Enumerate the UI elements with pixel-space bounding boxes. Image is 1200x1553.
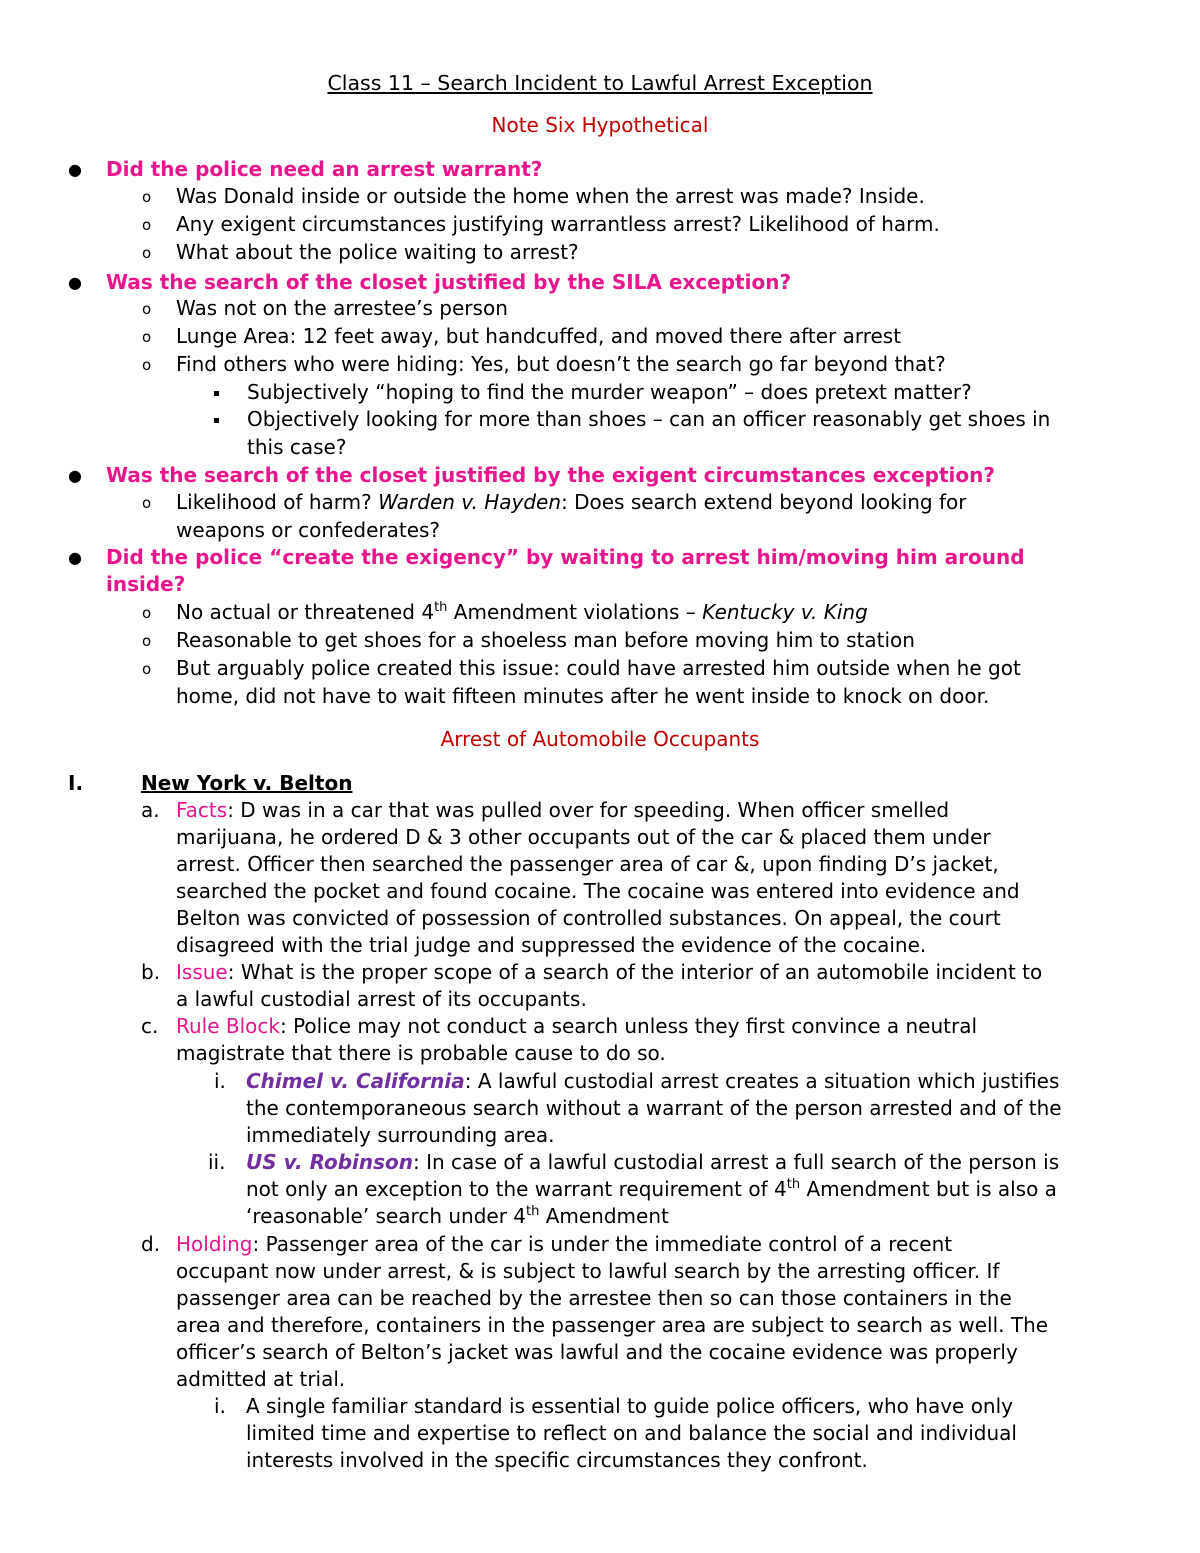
case-title: New York v. Belton	[141, 771, 353, 795]
list-marker: d.	[141, 1232, 161, 1256]
rule-label: Rule Block	[176, 1014, 280, 1038]
list-item: Was not on the arrestee’s person	[176, 296, 508, 320]
holding-line: officer’s search of Belton’s jacket was lawful and the cocaine evidence was properly	[176, 1340, 1018, 1364]
facts-line	[176, 797, 949, 824]
facts-line: arrest. Officer then searched the passenger area of car &, upon finding D’s jacket,	[176, 852, 999, 876]
list-marker: a.	[141, 798, 160, 822]
list-marker: c.	[141, 1014, 159, 1038]
issue-label: Issue	[176, 960, 228, 984]
list-item	[176, 599, 868, 626]
question-arrest-warrant: Did the police need an arrest warrant?	[106, 157, 543, 181]
square-bullet-icon	[214, 418, 219, 423]
circle-bullet-icon: o	[142, 494, 152, 512]
rule-sub-line	[246, 1149, 1059, 1176]
circle-bullet-icon: o	[142, 216, 152, 234]
text-fragment: Amendment violations –	[447, 600, 703, 624]
holding-label: Holding	[176, 1232, 253, 1256]
holding-sub-line: limited time and expertise to reflect on and balance the social and individual	[246, 1421, 1017, 1445]
holding-line: occupant now under arrest, & is subject to lawful search by the arresting officer. If	[176, 1259, 1000, 1283]
text-fragment: : D was in a car that was pulled over for speeding. When officer smelled	[227, 798, 950, 822]
superscript: th	[526, 1204, 540, 1219]
list-item	[176, 489, 966, 516]
text-fragment: ‘reasonable’ search under 4	[246, 1204, 527, 1228]
text-fragment: : A lawful custodial arrest creates a situation which justifies	[464, 1069, 1060, 1093]
case-numeral: I.	[68, 771, 84, 795]
text-fragment: : Does search extend beyond looking for	[561, 490, 967, 514]
list-marker: b.	[141, 960, 161, 984]
text-fragment: Amendment but is also a	[800, 1177, 1057, 1201]
facts-line: marijuana, he ordered D & 3 other occupants out of the car & placed them under	[176, 825, 991, 849]
holding-sub-line: A single familiar standard is essential to guide police officers, who have only	[246, 1394, 1014, 1418]
issue-line	[176, 959, 1042, 986]
rule-sub-line	[246, 1068, 1059, 1095]
list-item: Lunge Area: 12 feet away, but handcuffed, and moved there after arrest	[176, 324, 902, 348]
circle-bullet-icon: o	[142, 244, 152, 262]
holding-line	[176, 1231, 952, 1258]
list-item-continued: home, did not have to wait fifteen minutes after he went inside to knock on door.	[176, 684, 990, 708]
facts-line: Belton was convicted of possession of controlled substances. On appeal, the court	[176, 906, 1001, 930]
list-item: Reasonable to get shoes for a shoeless man before moving him to station	[176, 628, 915, 652]
text-fragment: : In case of a lawful custodial arrest a full search of the person is	[413, 1150, 1060, 1174]
rule-sub-line: immediately surrounding area.	[246, 1123, 555, 1147]
holding-line: passenger area can be reached by the arrestee then so can those containers in the	[176, 1286, 1012, 1310]
circle-bullet-icon: o	[142, 300, 152, 318]
superscript: th	[434, 600, 448, 615]
bullet-icon: ●	[68, 160, 82, 179]
rule-line: magistrate that there is probable cause to do so.	[176, 1041, 666, 1065]
list-marker: i.	[214, 1069, 226, 1093]
section-heading-note-six: Note Six Hypothetical	[491, 113, 709, 137]
circle-bullet-icon: o	[142, 328, 152, 346]
list-marker: i.	[214, 1394, 226, 1418]
rule-line	[176, 1013, 977, 1040]
sub-list-item-continued: this case?	[247, 435, 347, 459]
rule-sub-line	[246, 1203, 669, 1230]
facts-line: disagreed with the trial judge and suppressed the evidence of the cocaine.	[176, 933, 927, 957]
question-create-exigency-continued: inside?	[106, 572, 186, 596]
case-name: Chimel v. California	[246, 1069, 465, 1093]
list-item-continued: weapons or confederates?	[176, 518, 441, 542]
question-exigent-circumstances: Was the search of the closet justified by the exigent circumstances exception?	[106, 463, 995, 487]
text-fragment: not only an exception to the warrant requirement of 4	[246, 1177, 787, 1201]
case-name: Warden v. Hayden	[378, 490, 562, 514]
text-fragment: No actual or threatened 4	[176, 600, 435, 624]
case-name: US v. Robinson	[246, 1150, 414, 1174]
sub-list-item: Subjectively “hoping to find the murder weapon” – does pretext matter?	[247, 380, 972, 404]
text-fragment: Likelihood of harm?	[176, 490, 379, 514]
section-heading-automobile: Arrest of Automobile Occupants	[440, 727, 760, 751]
list-item: What about the police waiting to arrest?	[176, 240, 579, 264]
circle-bullet-icon: o	[142, 604, 152, 622]
list-item: But arguably police created this issue: could have arrested him outside when he got	[176, 656, 1021, 680]
bullet-icon: ●	[68, 273, 82, 292]
bullet-icon: ●	[68, 466, 82, 485]
issue-line: a lawful custodial arrest of its occupants.	[176, 987, 587, 1011]
holding-sub-line: interests involved in the specific circumstances they confront.	[246, 1448, 868, 1472]
document-title: Class 11 – Search Incident to Lawful Arrest Exception	[327, 71, 873, 95]
text-fragment: : What is the proper scope of a search of the interior of an automobile incident to	[227, 960, 1043, 984]
circle-bullet-icon: o	[142, 188, 152, 206]
circle-bullet-icon: o	[142, 660, 152, 678]
text-fragment: : Passenger area of the car is under the immediate control of a recent	[252, 1232, 953, 1256]
list-item: Any exigent circumstances justifying warrantless arrest? Likelihood of harm.	[176, 212, 940, 236]
rule-sub-line: the contemporaneous search without a warrant of the person arrested and of the	[246, 1096, 1062, 1120]
circle-bullet-icon: o	[142, 356, 152, 374]
facts-line: searched the pocket and found cocaine. The cocaine was entered into evidence and	[176, 879, 1020, 903]
text-fragment: Amendment	[539, 1204, 669, 1228]
bullet-icon: ●	[68, 548, 82, 567]
rule-sub-line	[246, 1176, 1057, 1203]
list-item: Find others who were hiding: Yes, but doesn’t the search go far beyond that?	[176, 352, 946, 376]
list-marker: ii.	[208, 1150, 226, 1174]
holding-line: area and therefore, containers in the passenger area are subject to search as well. The	[176, 1313, 1049, 1337]
question-sila-exception: Was the search of the closet justified by the SILA exception?	[106, 270, 792, 294]
holding-line: admitted at trial.	[176, 1367, 346, 1391]
sub-list-item: Objectively looking for more than shoes – can an officer reasonably get shoes in	[247, 407, 1051, 431]
text-fragment: : Police may not conduct a search unless they first convince a neutral	[279, 1014, 978, 1038]
question-create-exigency: Did the police “create the exigency” by waiting to arrest him/moving him around	[106, 545, 1025, 569]
square-bullet-icon	[214, 391, 219, 396]
facts-label: Facts	[176, 798, 228, 822]
case-name: Kentucky v. King	[702, 600, 868, 624]
list-item: Was Donald inside or outside the home when the arrest was made? Inside.	[176, 184, 925, 208]
superscript: th	[786, 1177, 801, 1192]
circle-bullet-icon: o	[142, 632, 152, 650]
